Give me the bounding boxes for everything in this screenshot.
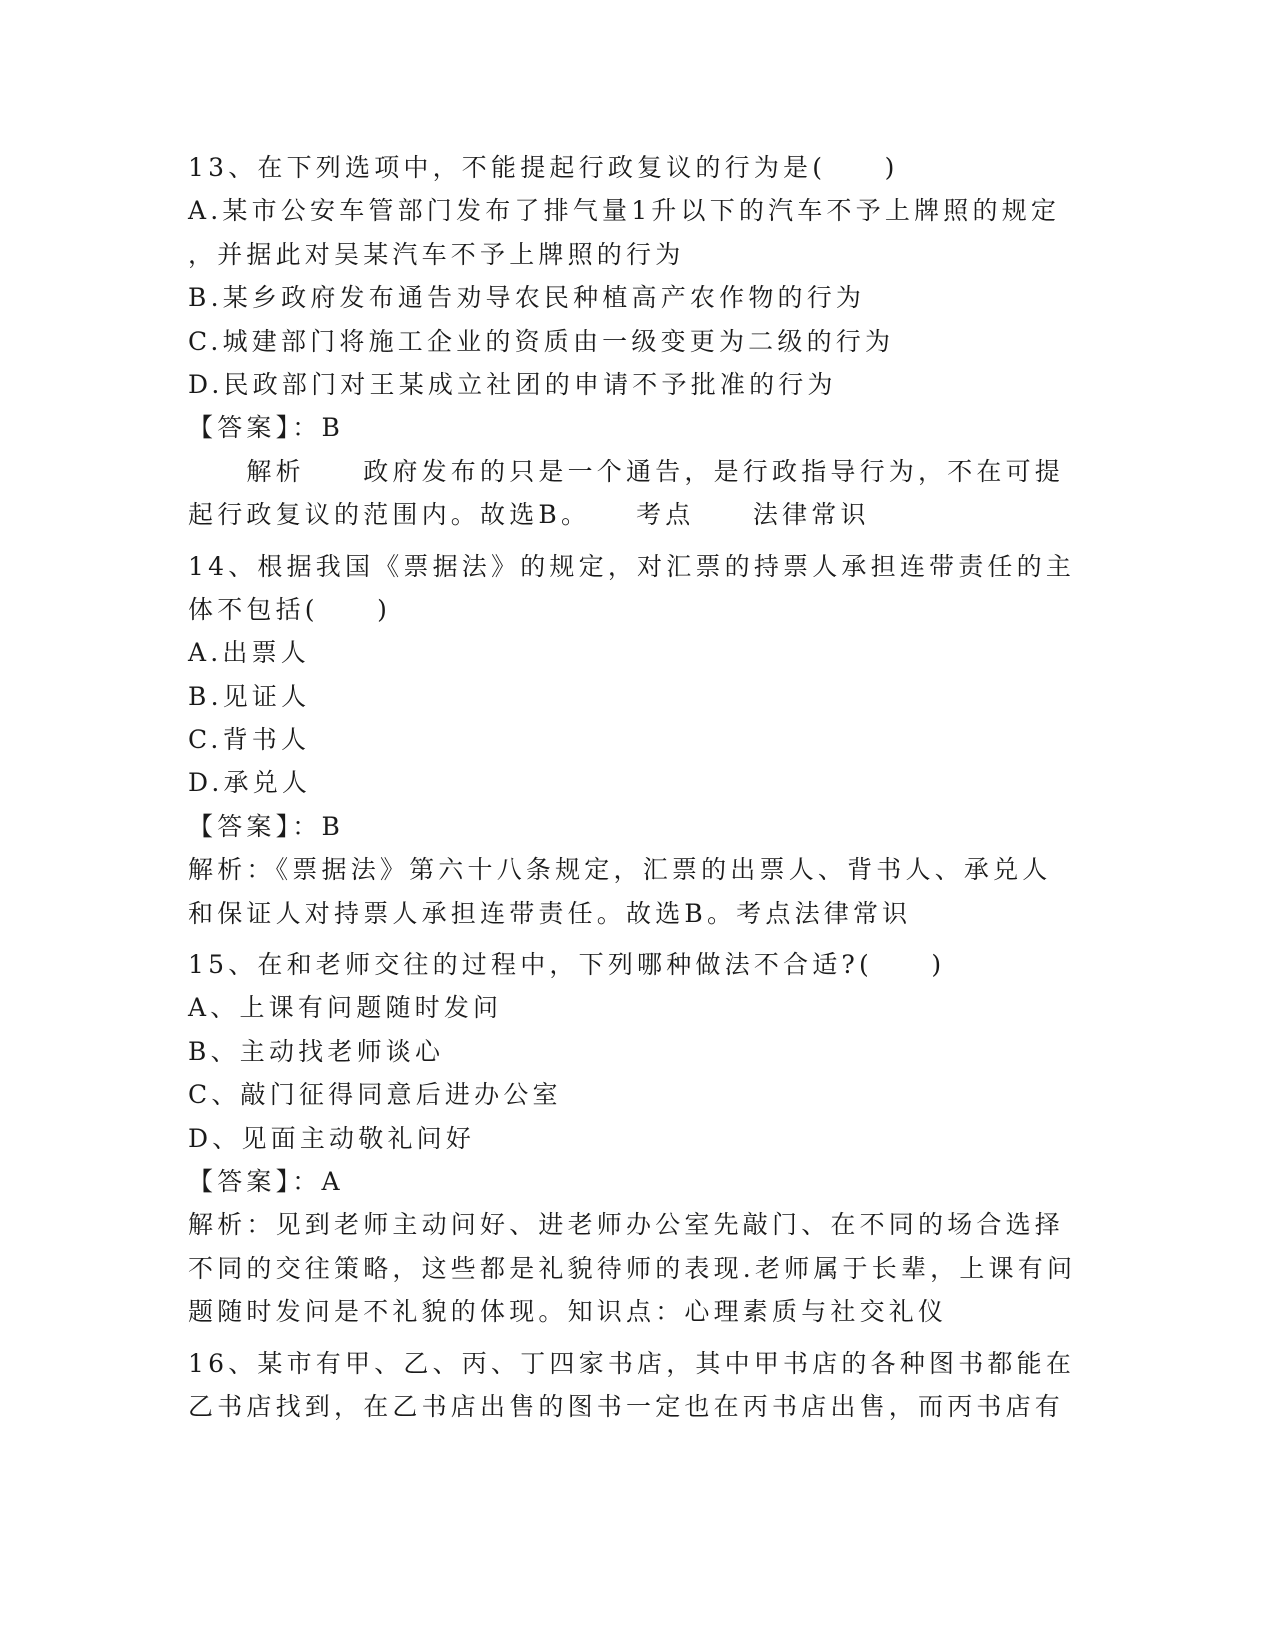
question-16 (188, 1342, 1076, 1429)
question-stem-continued: 体不包括( ) (188, 594, 392, 624)
explanation-line: 题随时发问是不礼貌的体现。知识点：心理素质与社交礼仪 (188, 1297, 948, 1327)
explanation-line: 解析：《票据法》第六十八条规定，汇票的出票人、背书人、承兑人 (188, 855, 1052, 885)
explanation-line: 起行政复议的范围内。故选B。 考点 法律常识 (188, 500, 870, 530)
option-b: B.见证人 (188, 681, 311, 711)
option-a: A.出票人 (188, 638, 311, 668)
question-stem: 15、在和老师交往的过程中，下列哪种做法不合适?( ) (188, 950, 946, 980)
answer: 【答案】：B (188, 811, 345, 841)
document-page (188, 146, 1077, 1428)
question-stem: 13、在下列选项中，不能提起行政复议的行为是( ) (188, 153, 899, 182)
explanation-line: 解析：见到老师主动问好、进老师办公室先敲门、在不同的场合选择 (188, 1210, 1065, 1240)
answer: 【答案】：B (188, 413, 345, 443)
answer: 【答案】：A (188, 1166, 344, 1196)
option-d: D、见面主动敬礼问好 (188, 1123, 476, 1153)
explanation-line: 解析 政府发布的只是一个通告，是行政指导行为，不在可提 (188, 456, 1065, 486)
option-c: C.城建部门将施工企业的资质由一级变更为二级的行为 (188, 326, 895, 356)
option-b: B、主动找老师谈心 (188, 1036, 445, 1066)
question-15 (188, 943, 1077, 1334)
option-b: B.某乡政府发布通告劝导农民种植高产农作物的行为 (188, 283, 866, 313)
option-c: C.背书人 (188, 725, 311, 755)
option-a: A.某市公安车管部门发布了排气量1升以下的汽车不予上牌照的规定 (188, 196, 1061, 226)
option-a-continued: ，并据此对吴某汽车不予上牌照的行为 (188, 239, 685, 269)
option-d: D.民政部门对王某成立社团的申请不予批准的行为 (188, 369, 837, 399)
question-stem: 16、某市有甲、乙、丙、丁四家书店，其中甲书店的各种图书都能在 (188, 1348, 1076, 1378)
question-stem-continued: 乙书店找到，在乙书店出售的图书一定也在丙书店出售，而丙书店有 (188, 1391, 1065, 1421)
question-14 (188, 545, 1076, 936)
question-stem: 14、根据我国《票据法》的规定，对汇票的持票人承担连带责任的主 (188, 551, 1076, 581)
option-c: C、敲门征得同意后进办公室 (188, 1080, 562, 1110)
question-13 (188, 146, 1068, 537)
explanation-line: 不同的交往策略，这些都是礼貌待师的表现.老师属于长辈，上课有问 (188, 1253, 1077, 1283)
explanation-line: 和保证人对持票人承担连带责任。故选B。考点法律常识 (188, 898, 912, 928)
option-a: A、上课有问题随时发问 (188, 993, 503, 1023)
option-d: D.承兑人 (188, 768, 312, 798)
